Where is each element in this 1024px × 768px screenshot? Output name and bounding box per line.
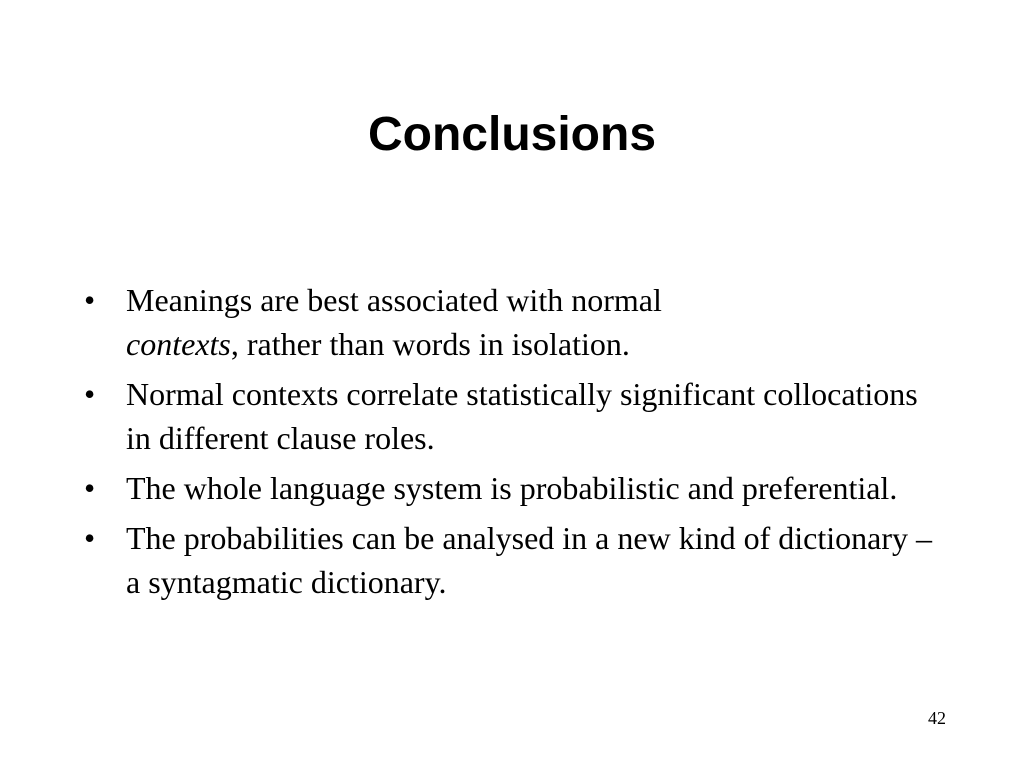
bullet-icon: • (84, 470, 96, 506)
page-number: 42 (928, 708, 946, 728)
bullet-text: The whole language system is probabilistic and preferential. (126, 470, 898, 506)
bullet-icon: • (84, 520, 96, 556)
bullet-icon: • (84, 282, 96, 318)
list-item (84, 278, 944, 366)
bullet-text: The probabilities can be analysed in a new kind of dictionary – a syntagmatic dictionary. (126, 520, 932, 600)
list-item (84, 516, 944, 604)
bullet-text-before: Meanings are best associated with normal (126, 282, 662, 318)
bullet-icon: • (84, 376, 96, 412)
list-item (84, 372, 944, 460)
conclusions-list (84, 278, 944, 610)
bullet-emphasis-text: contexts (126, 326, 231, 362)
slide-title: Conclusions (367, 108, 657, 161)
bullet-text: Normal contexts correlate statistically significant collocations in different clause roles. (126, 376, 918, 456)
bullet-text-after: , rather than words in isolation. (230, 326, 630, 362)
list-item (84, 466, 944, 510)
